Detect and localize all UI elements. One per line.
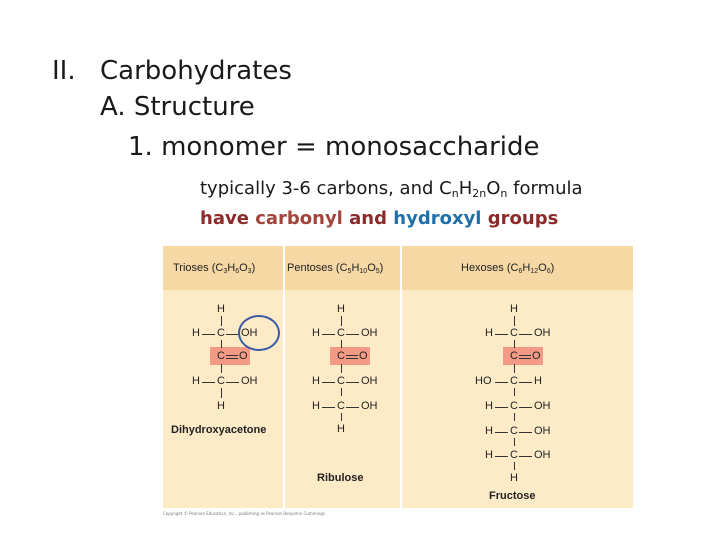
atom-h: H [312, 400, 320, 412]
atom-h: H [485, 449, 493, 461]
atom-c: C [337, 327, 345, 339]
level1-number: II. [52, 56, 76, 86]
header-atom: O [239, 262, 248, 274]
bond [226, 382, 239, 383]
bond [519, 432, 532, 433]
name-ribulose: Ribulose [317, 472, 364, 484]
atom-h: H [312, 375, 320, 387]
bond [514, 462, 515, 470]
atom-oh: OH [361, 375, 378, 387]
bond [221, 388, 222, 398]
atom-c: C [217, 327, 225, 339]
formula-bullet [200, 178, 583, 200]
bond [495, 407, 508, 408]
atom-c: C [510, 350, 518, 362]
atom-o: O [239, 350, 248, 362]
atom-h: H [510, 303, 518, 315]
subscript: 3 [223, 268, 228, 275]
hydroxyl-circle-annotation [238, 315, 280, 351]
bond [341, 364, 342, 373]
atom-c: C [510, 400, 518, 412]
header-trioses [173, 262, 255, 275]
bond [514, 438, 515, 446]
bond [341, 340, 342, 348]
subscript: 6 [235, 268, 240, 275]
outline-level2: A. Structure [100, 92, 255, 122]
monosaccharide-figure [163, 246, 633, 508]
double-bond [519, 355, 531, 359]
bond [221, 316, 222, 326]
column-divider [400, 246, 402, 508]
header-text: Pentoses (C [287, 262, 348, 274]
atom-h: H [217, 303, 225, 315]
double-bond [346, 355, 358, 359]
atom-h: H [510, 472, 518, 484]
bond [341, 388, 342, 396]
outline-level3: 1. monomer = monosaccharide [128, 132, 540, 162]
formula-h: H [458, 178, 473, 199]
atom-c: C [337, 350, 345, 362]
bond [514, 364, 515, 373]
subscript: 6 [518, 268, 523, 275]
atom-c: C [217, 350, 225, 362]
atom-h: H [485, 327, 493, 339]
bond [514, 388, 515, 396]
formula-sub-n-2: n [500, 187, 508, 200]
atom-h: H [337, 423, 345, 435]
atom-c: C [217, 375, 225, 387]
image-credit: Copyright © Pearson Education, Inc., publishing as Pearson Benjamin Cummings [163, 511, 325, 516]
bond [221, 340, 222, 348]
subscript: 3 [247, 268, 252, 275]
bond [519, 382, 532, 383]
atom-h: H [534, 375, 542, 387]
header-text: Hexoses (C [461, 262, 519, 274]
header-atom: H [522, 262, 531, 274]
formula-sub-2n: 2n [472, 187, 487, 200]
subscript: 5 [375, 268, 380, 275]
bond [519, 456, 532, 457]
bond [346, 407, 359, 408]
bond [221, 364, 222, 373]
subscript: 10 [359, 268, 368, 275]
bond [202, 382, 215, 383]
atom-ho: HO [475, 375, 492, 387]
subscript: 12 [530, 268, 539, 275]
bond [346, 382, 359, 383]
header-atom: O [538, 262, 547, 274]
groups-bullet [200, 208, 558, 229]
atom-oh: OH [361, 327, 378, 339]
bond [495, 382, 508, 383]
bond [322, 334, 335, 335]
bond [514, 340, 515, 348]
header-atom: ) [251, 262, 256, 274]
atom-oh: OH [534, 327, 551, 339]
bond [322, 382, 335, 383]
atom-h: H [192, 375, 200, 387]
atom-oh: OH [534, 400, 551, 412]
atom-h: H [485, 425, 493, 437]
header-atom: ) [379, 262, 384, 274]
atom-c: C [510, 375, 518, 387]
atom-h: H [217, 400, 225, 412]
header-atom: ) [550, 262, 555, 274]
outline-level1 [52, 56, 292, 86]
header-atom: H [227, 262, 236, 274]
atom-c: C [510, 449, 518, 461]
word-have: have [200, 208, 249, 229]
name-fructose: Fructose [489, 490, 536, 502]
atom-c: C [510, 327, 518, 339]
atom-oh: OH [534, 425, 551, 437]
atom-o: O [532, 350, 541, 362]
atom-h: H [192, 327, 200, 339]
word-groups: groups [487, 208, 559, 229]
column-divider [283, 246, 285, 508]
bond [519, 334, 532, 335]
atom-oh: OH [534, 449, 551, 461]
atom-h: H [312, 327, 320, 339]
double-bond [226, 355, 238, 359]
bond [346, 334, 359, 335]
header-hexoses [461, 262, 554, 275]
formula-o: O [486, 178, 501, 199]
bond [519, 407, 532, 408]
level1-text: Carbohydrates [100, 56, 292, 86]
atom-oh: OH [241, 327, 258, 339]
bond [514, 316, 515, 326]
bond [495, 432, 508, 433]
header-pentoses [287, 262, 383, 275]
bond [495, 456, 508, 457]
atom-h: H [485, 400, 493, 412]
atom-o: O [359, 350, 368, 362]
header-atom: H [351, 262, 360, 274]
bond [495, 334, 508, 335]
header-atom: O [367, 262, 376, 274]
formula-bullet-text: typically 3-6 carbons, and C [200, 178, 452, 199]
atom-c: C [510, 425, 518, 437]
word-hydroxyl: hydroxyl [393, 208, 482, 229]
word-and: and [349, 208, 387, 229]
atom-oh: OH [241, 375, 258, 387]
atom-c: C [337, 375, 345, 387]
atom-h: H [337, 303, 345, 315]
subscript: 5 [347, 268, 352, 275]
bond [341, 316, 342, 326]
subscript: 6 [546, 268, 551, 275]
word-carbonyl: carbonyl [255, 208, 343, 229]
header-text: Trioses (C [173, 262, 224, 274]
atom-c: C [337, 400, 345, 412]
formula-sub-n: n [451, 187, 459, 200]
bond [341, 413, 342, 421]
atom-oh: OH [361, 400, 378, 412]
bond [202, 334, 215, 335]
formula-post: formula [507, 178, 583, 199]
name-dihydroxyacetone: Dihydroxyacetone [171, 424, 267, 436]
bond [514, 413, 515, 421]
bond [322, 407, 335, 408]
